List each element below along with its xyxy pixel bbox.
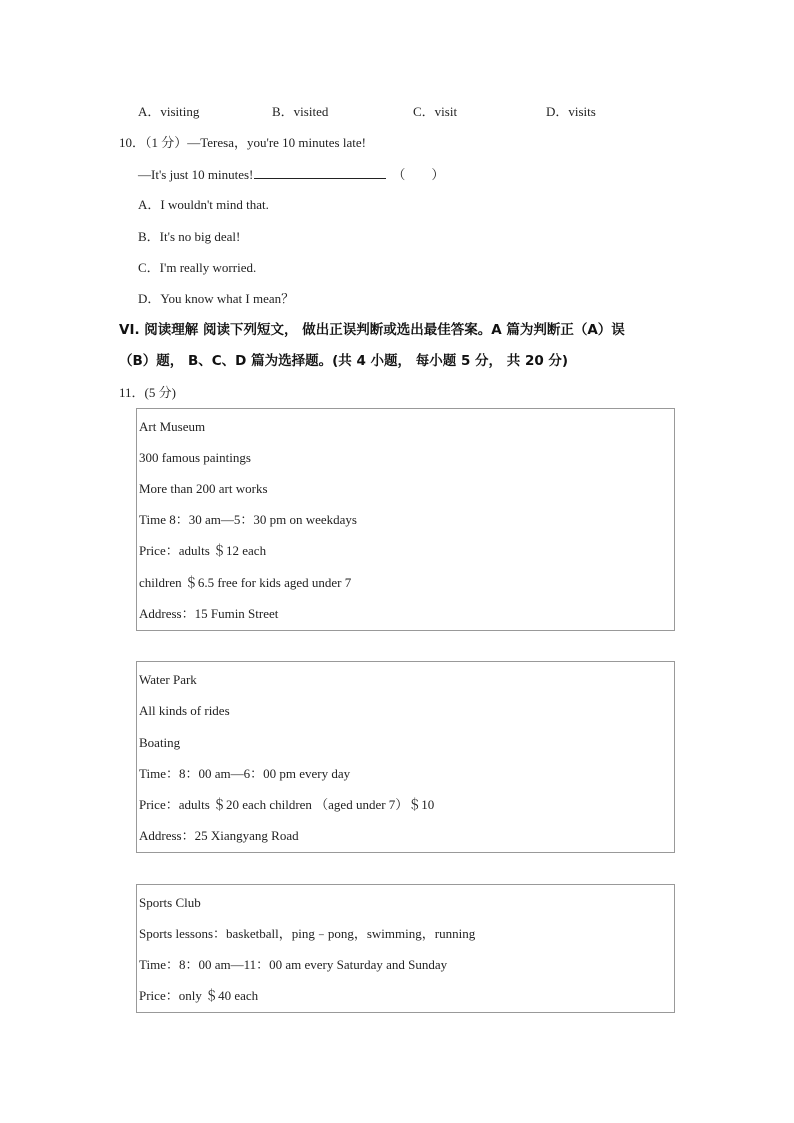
notice-title: Water Park [139, 672, 197, 687]
notice-address: Address：25 Xiangyang Road [139, 828, 299, 843]
notice-line: 300 famous paintings [139, 450, 251, 465]
notice-line: Sports lessons：basketball，ping﹣pong，swimming，running [139, 926, 476, 941]
sports-club-notice [136, 884, 675, 1013]
answer-paren: （ ） [392, 167, 445, 182]
notice-title: Art Museum [139, 419, 206, 434]
q9-option-c: C．visit [413, 104, 458, 119]
answer-blank [254, 166, 386, 179]
q11-label: 11．(5 分) [119, 385, 176, 400]
notice-line: All kinds of rides [139, 703, 230, 718]
notice-price: Price：adults ＄12 each [139, 543, 267, 558]
notice-price: Price：adults ＄20 each children （aged under 7）＄10 [139, 797, 435, 812]
notice-time: Time 8：30 am—5：30 pm on weekdays [139, 512, 357, 527]
notice-address: Address：15 Fumin Street [139, 606, 279, 621]
section-heading-line-2: （B）题， B、C、D 篇为选择题。(共 4 小题， 每小题 5 分， 共 20 分) [119, 353, 569, 369]
notice-time: Time：8：00 am—6：00 pm every day [139, 766, 351, 781]
q10-reply-text: —It's just 10 minutes! [138, 167, 254, 182]
notice-title: Sports Club [139, 895, 201, 910]
notice-line: More than 200 art works [139, 481, 268, 496]
q9-option-a: A．visiting [138, 104, 200, 119]
q9-option-b: B．visited [272, 104, 329, 119]
q9-option-d: D．visits [546, 104, 596, 119]
q10-option-d: D．You know what I mean？ [138, 291, 295, 306]
notice-price: Price：only ＄40 each [139, 988, 259, 1003]
section-heading-line-1: VI. 阅读理解 阅读下列短文， 做出正误判断或选出最佳答案。A 篇为判断正（A）误 [119, 322, 625, 338]
q10-option-b: B．It's no big deal! [138, 229, 241, 244]
notice-time: Time：8：00 am—11：00 am every Saturday and Sunday [139, 957, 448, 972]
water-park-notice [136, 661, 675, 853]
q10-option-a: A．I wouldn't mind that. [138, 197, 269, 212]
q10-option-c: C．I'm really worried. [138, 260, 257, 275]
art-museum-notice [136, 408, 675, 631]
notice-line: children ＄6.5 free for kids aged under 7 [139, 575, 352, 590]
q10-prompt: 10．（1 分）—Teresa，you're 10 minutes late! [119, 135, 366, 150]
q10-reply [138, 166, 444, 183]
notice-line: Boating [139, 735, 181, 750]
